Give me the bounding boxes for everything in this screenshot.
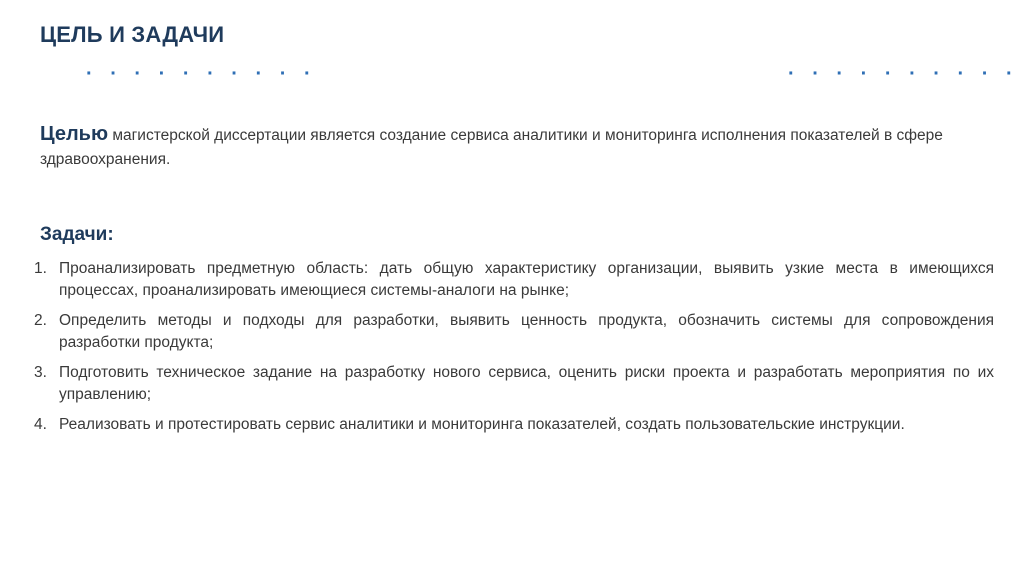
task-item	[34, 414, 994, 436]
decorative-dots-left: · · · · · · · · · ·	[86, 63, 317, 85]
task-text: Проанализировать предметную область: дать общую характеристику организации, выявить узкие места в имеющихся процессах, проанализировать имеющиеся системы-аналоги на рынке;	[59, 260, 994, 299]
task-number: 3.	[34, 364, 47, 381]
goal-lead-word: Целью	[40, 123, 109, 145]
task-number: 4.	[34, 416, 47, 433]
task-text: Реализовать и протестировать сервис аналитики и мониторинга показателей, создать пользовательские инструкции.	[59, 416, 905, 433]
task-item	[34, 362, 994, 406]
slide-title: ЦЕЛЬ И ЗАДАЧИ	[40, 22, 225, 47]
task-number: 2.	[34, 312, 47, 329]
task-text: Определить методы и подходы для разработки, выявить ценность продукта, обозначить системы для сопровождения разработки продукта;	[59, 312, 994, 351]
task-text: Подготовить техническое задание на разработку нового сервиса, оценить риски проекта и разработать мероприятия по их управлению;	[59, 364, 994, 403]
tasks-list	[34, 258, 994, 444]
decorative-dots-right: · · · · · · · · · ·	[788, 63, 1019, 85]
goal-paragraph	[40, 122, 1000, 172]
goal-text: магистерской диссертации является создание сервиса аналитики и мониторинга исполнения показателей в сфере здравоохранения.	[40, 127, 943, 168]
task-item	[34, 310, 994, 354]
tasks-heading: Задачи:	[40, 224, 114, 245]
task-number: 1.	[34, 260, 47, 277]
task-item	[34, 258, 994, 302]
